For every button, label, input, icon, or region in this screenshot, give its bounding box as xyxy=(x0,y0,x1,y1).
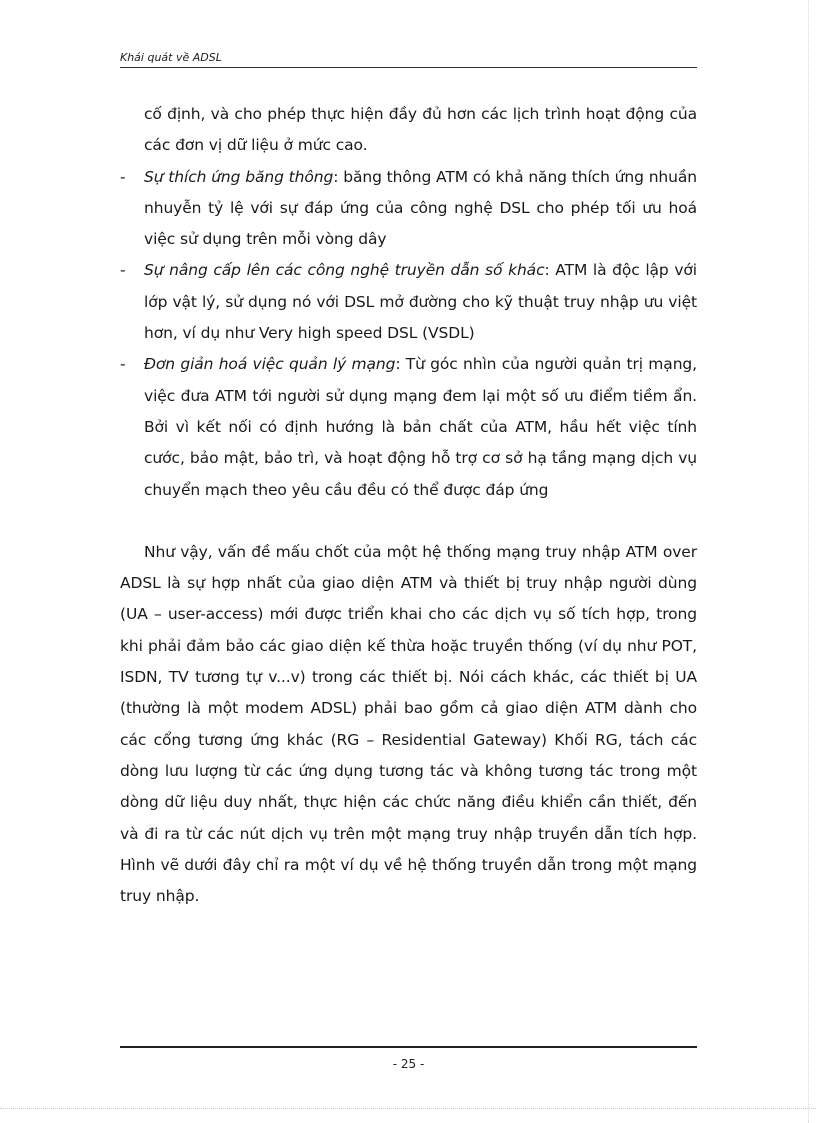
bullet-term: Đơn giản hoá việc quản lý mạng xyxy=(144,355,396,374)
bullet-text: : ATM là độc lập với lớp vật lý, sử dụng nó với DSL mở đường cho kỹ thuật truy nhập ưu việt hơn, ví dụ như Very high speed DSL (VSDL) xyxy=(144,261,697,343)
running-header: Khái quát về ADSL xyxy=(120,51,222,64)
bullet-item-upgrade xyxy=(120,255,697,349)
bullet-text: : Từ góc nhìn của người quản trị mạng, việc đưa ATM tới người sử dụng mạng đem lại một số ưu điểm tiềm ẩn. Bởi vì kết nối có định hướng là bản chất của ATM, hầu hết việc tính cước, bảo mật, bảo trì, và hoạt động hỗ trợ cơ sở hạ tầng mạng dịch vụ chuyển mạch theo yêu cầu đều có thể được đáp ứng xyxy=(144,355,697,499)
page-edge-bottom xyxy=(0,1108,816,1109)
bullet-dash: - xyxy=(120,261,126,280)
body-paragraph: Như vậy, vấn đề mấu chốt của một hệ thống mạng truy nhập ATM over ADSL là sự hợp nhất của giao diện ATM và thiết bị truy nhập người dùng (UA – user-access) mới được triển khai cho các dịch vụ số tích hợp, trong khi phải đảm bảo các giao diện kế thừa hoặc truyền thống (ví dụ như POT, ISDN, TV tương tự v...v) trong các thiết bị. Nói cách khác, các thiết bị UA (thường là một modem ADSL) phải bao gồm cả giao diện ATM dành cho các cổng tương ứng khác (RG – Residential Gateway) Khối RG, tách các dòng lưu lượng từ các ứng dụng tương tác và không tương tác trong một dòng dữ liệu duy nhất, thực hiện các chức năng điều khiển cần thiết, đến và đi ra từ các nút dịch vụ trên một mạng truy nhập truyền dẫn tích hợp. Hình vẽ dưới đây chỉ ra một ví dụ về hệ thống truyền dẫn trong một mạng truy nhập. xyxy=(120,542,697,906)
page-edge-right xyxy=(808,0,809,1123)
bullet-item-management xyxy=(120,349,697,505)
bullet-text: : băng thông ATM có khả năng thích ứng nhuần nhuyễn tỷ lệ với sự đáp ứng của công nghệ DSL cho phép tối ưu hoá việc sử dụng trên mỗi vòng dây xyxy=(144,167,697,249)
bullet-term: Sự nâng cấp lên các công nghệ truyền dẫn số khác xyxy=(144,261,545,280)
page-number: - 25 - xyxy=(392,1057,425,1071)
footer-divider xyxy=(120,1046,697,1048)
bullet-dash: - xyxy=(120,355,126,374)
bullet-dash: - xyxy=(120,167,126,186)
bullet-item-bandwidth xyxy=(120,162,697,256)
bullet-term: Sự thích ứng băng thông xyxy=(144,167,334,186)
continuation-paragraph: cố định, và cho phép thực hiện đầy đủ hơn các lịch trình hoạt động của các đơn vị dữ liệu ở mức cao. xyxy=(144,105,697,155)
page-content xyxy=(120,99,697,912)
header-divider xyxy=(120,67,697,68)
